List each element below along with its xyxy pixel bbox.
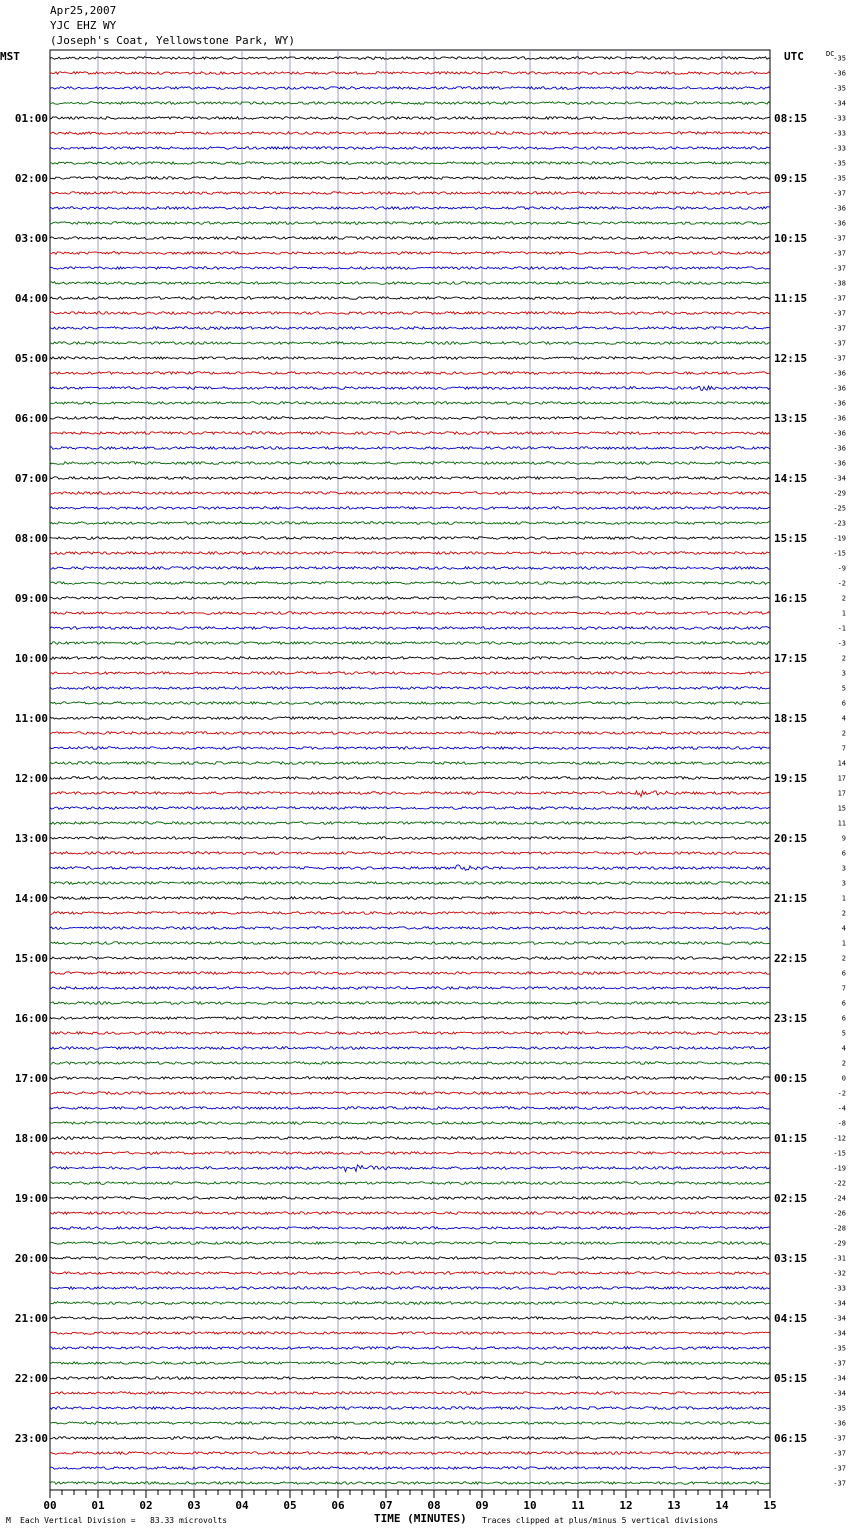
utc-hour-label: 21:15 — [774, 892, 808, 905]
dc-offset-label: -35 — [833, 54, 846, 63]
utc-hour-label: 11:15 — [774, 292, 808, 305]
utc-hour-label: 05:15 — [774, 1372, 808, 1385]
dc-offset-label: 11 — [837, 819, 846, 828]
dc-offset-label: 7 — [841, 984, 846, 993]
x-tick-label: 09 — [475, 1499, 489, 1512]
dc-offset-label: 2 — [841, 729, 846, 738]
dc-offset-label: -35 — [833, 1404, 846, 1413]
dc-offset-label: -34 — [833, 1329, 846, 1338]
seismic-trace — [50, 807, 770, 810]
dc-offset-label: -35 — [833, 1344, 846, 1353]
utc-hour-label: 18:15 — [774, 712, 808, 725]
seismic-trace — [50, 1165, 770, 1172]
mst-hour-label: 04:00 — [14, 292, 48, 305]
seismic-trace — [50, 1197, 770, 1200]
x-tick-label: 10 — [523, 1499, 537, 1512]
utc-hour-label: 16:15 — [774, 592, 808, 605]
dc-offset-label: 3 — [841, 879, 846, 888]
dc-offset-label: -36 — [833, 444, 846, 453]
dc-offset-label: -36 — [833, 69, 846, 78]
seismic-trace — [50, 957, 770, 960]
mst-hour-label: 23:00 — [14, 1432, 48, 1445]
seismic-trace — [50, 432, 770, 435]
mst-hour-label: 13:00 — [14, 832, 48, 845]
seismic-trace — [50, 852, 770, 855]
seismic-trace — [50, 1227, 770, 1230]
dc-offset-label: -37 — [833, 1359, 846, 1368]
seismic-trace — [50, 1332, 770, 1335]
dc-offset-label: -4 — [837, 1104, 846, 1113]
seismic-trace — [50, 72, 770, 75]
dc-offset-label: -35 — [833, 174, 846, 183]
dc-offset-label: -34 — [833, 99, 846, 108]
utc-hour-label: 20:15 — [774, 832, 808, 845]
seismic-trace — [50, 1122, 770, 1125]
seismic-trace — [50, 627, 770, 630]
seismic-trace — [50, 942, 770, 945]
dc-offset-label: -8 — [837, 1119, 846, 1128]
seismic-trace — [50, 57, 770, 60]
utc-hour-label: 15:15 — [774, 532, 808, 545]
utc-hour-label: 09:15 — [774, 172, 808, 185]
dc-offset-label: -37 — [833, 309, 846, 318]
utc-hour-label: 14:15 — [774, 472, 808, 485]
seismic-trace — [50, 252, 770, 255]
dc-offset-label: -33 — [833, 1284, 846, 1293]
seismic-trace — [50, 1377, 770, 1380]
utc-hour-label: 12:15 — [774, 352, 808, 365]
x-tick-label: 12 — [619, 1499, 633, 1512]
dc-offset-label: -15 — [833, 549, 846, 558]
chart-location: (Joseph's Coat, Yellowstone Park, WY) — [50, 34, 296, 47]
dc-offset-label: -38 — [833, 279, 846, 288]
mst-zone-label: MST — [0, 50, 20, 63]
seismic-trace — [50, 102, 770, 105]
dc-offset-label: 4 — [841, 924, 846, 933]
dc-offset-label: -31 — [833, 1254, 846, 1263]
dc-offset-label: 6 — [841, 699, 846, 708]
seismic-trace — [50, 717, 770, 720]
dc-offset-label: -33 — [833, 144, 846, 153]
seismic-trace — [50, 687, 770, 690]
dc-offset-label: -37 — [833, 324, 846, 333]
mst-hour-label: 06:00 — [14, 412, 48, 425]
dc-offset-label: -24 — [833, 1194, 846, 1203]
seismic-trace — [50, 327, 770, 330]
seismic-trace — [50, 1092, 770, 1095]
utc-hour-label: 23:15 — [774, 1012, 808, 1025]
dc-offset-label: -36 — [833, 369, 846, 378]
seismic-trace — [50, 402, 770, 405]
dc-offset-label: 3 — [841, 864, 846, 873]
seismic-trace — [50, 1272, 770, 1275]
dc-offset-label: -36 — [833, 204, 846, 213]
utc-hour-label: 17:15 — [774, 652, 808, 665]
clip-note: Traces clipped at plus/minus 5 vertical divisions — [482, 1516, 719, 1525]
seismic-trace — [50, 1212, 770, 1215]
seismic-trace — [50, 1437, 770, 1440]
seismic-trace — [50, 417, 770, 420]
seismic-trace — [50, 927, 770, 930]
seismic-trace — [50, 1107, 770, 1110]
dc-offset-label: -28 — [833, 1224, 846, 1233]
scale-note: Each Vertical Division = 83.33 microvolts — [20, 1516, 228, 1525]
dc-offset-label: -36 — [833, 459, 846, 468]
seismic-trace — [50, 597, 770, 600]
dc-offset-label: -37 — [833, 189, 846, 198]
seismic-trace — [50, 1302, 770, 1305]
dc-offset-label: -35 — [833, 84, 846, 93]
seismic-trace — [50, 312, 770, 315]
utc-hour-label: 13:15 — [774, 412, 808, 425]
seismic-trace — [50, 1482, 770, 1485]
dc-offset-label: 0 — [841, 1074, 846, 1083]
seismic-trace — [50, 1182, 770, 1185]
seismic-trace — [50, 117, 770, 120]
dc-offset-label: -37 — [833, 1479, 846, 1488]
dc-offset-label: -34 — [833, 1374, 846, 1383]
seismic-trace — [50, 1407, 770, 1410]
dc-offset-label: 2 — [841, 594, 846, 603]
seismic-trace — [50, 672, 770, 675]
dc-offset-label: -34 — [833, 1314, 846, 1323]
seismic-trace — [50, 462, 770, 465]
dc-offset-label: 2 — [841, 954, 846, 963]
dc-offset-label: -2 — [837, 1089, 846, 1098]
mst-hour-label: 22:00 — [14, 1372, 48, 1385]
mst-hour-label: 20:00 — [14, 1252, 48, 1265]
dc-offset-label: -23 — [833, 519, 846, 528]
x-tick-label: 04 — [235, 1499, 249, 1512]
dc-offset-label: -34 — [833, 1389, 846, 1398]
seismic-trace — [50, 1317, 770, 1320]
dc-offset-label: -33 — [833, 129, 846, 138]
dc-offset-label: -34 — [833, 474, 846, 483]
dc-offset-label: 2 — [841, 909, 846, 918]
seismic-trace — [50, 1257, 770, 1260]
dc-offset-label: 2 — [841, 654, 846, 663]
mst-hour-label: 07:00 — [14, 472, 48, 485]
dc-offset-label: 6 — [841, 849, 846, 858]
dc-offset-label: 1 — [841, 894, 846, 903]
seismic-trace — [50, 192, 770, 195]
dc-offset-label: 6 — [841, 969, 846, 978]
x-tick-label: 05 — [283, 1499, 297, 1512]
dc-offset-label: 6 — [841, 1014, 846, 1023]
dc-offset-label: -37 — [833, 249, 846, 258]
seismic-trace — [50, 477, 770, 480]
x-tick-label: 02 — [139, 1499, 153, 1512]
seismic-trace — [50, 1242, 770, 1245]
x-tick-label: 01 — [91, 1499, 105, 1512]
utc-hour-label: 08:15 — [774, 112, 808, 125]
utc-hour-label: 10:15 — [774, 232, 808, 245]
dc-offset-label: 15 — [837, 804, 846, 813]
dc-offset-label: -37 — [833, 294, 846, 303]
seismic-trace — [50, 865, 770, 871]
dc-offset-label: -12 — [833, 1134, 846, 1143]
dc-offset-label: -29 — [833, 489, 846, 498]
seismic-trace — [50, 492, 770, 495]
seismic-trace — [50, 732, 770, 735]
dc-offset-label: -1 — [837, 624, 846, 633]
x-tick-label: 03 — [187, 1499, 201, 1512]
dc-offset-label: -2 — [837, 579, 846, 588]
dc-offset-label: -22 — [833, 1179, 846, 1188]
dc-offset-label: -32 — [833, 1269, 846, 1278]
dc-offset-label: 1 — [841, 939, 846, 948]
seismic-trace — [50, 1032, 770, 1035]
seismic-trace — [50, 372, 770, 375]
utc-hour-label: 22:15 — [774, 952, 808, 965]
seismic-trace — [50, 912, 770, 915]
mst-hour-label: 14:00 — [14, 892, 48, 905]
seismic-trace — [50, 386, 770, 390]
seismic-trace — [50, 1287, 770, 1290]
utc-hour-label: 00:15 — [774, 1072, 808, 1085]
mst-hour-label: 19:00 — [14, 1192, 48, 1205]
dc-offset-label: 5 — [841, 684, 846, 693]
dc-offset-label: 4 — [841, 714, 846, 723]
footer-mark: M — [6, 1516, 11, 1525]
dc-offset-label: -19 — [833, 1164, 846, 1173]
seismic-trace — [50, 267, 770, 270]
seismic-trace — [50, 582, 770, 585]
chart-station: YJC EHZ WY — [50, 19, 117, 32]
mst-hour-label: 03:00 — [14, 232, 48, 245]
x-tick-label: 06 — [331, 1499, 345, 1512]
dc-offset-label: -33 — [833, 114, 846, 123]
seismic-trace — [50, 177, 770, 180]
seismic-trace — [50, 1047, 770, 1050]
dc-offset-label: -29 — [833, 1239, 846, 1248]
seismic-trace — [50, 132, 770, 135]
seismic-trace — [50, 1077, 770, 1080]
seismic-trace — [50, 1467, 770, 1470]
dc-offset-label: 3 — [841, 669, 846, 678]
utc-hour-label: 04:15 — [774, 1312, 808, 1325]
seismic-trace — [50, 522, 770, 525]
seismic-trace — [50, 791, 770, 797]
mst-hour-label: 08:00 — [14, 532, 48, 545]
utc-hour-label: 03:15 — [774, 1252, 808, 1265]
mst-hour-label: 10:00 — [14, 652, 48, 665]
chart-date: Apr25,2007 — [50, 4, 117, 17]
seismic-trace — [50, 342, 770, 345]
mst-hour-label: 01:00 — [14, 112, 48, 125]
dc-offset-label: 14 — [837, 759, 846, 768]
seismic-trace — [50, 1452, 770, 1455]
dc-offset-label: -3 — [837, 639, 846, 648]
dc-offset-label: -26 — [833, 1209, 846, 1218]
dc-offset-label: 2 — [841, 1059, 846, 1068]
x-tick-label: 14 — [715, 1499, 729, 1512]
seismic-trace — [50, 357, 770, 360]
seismic-trace — [50, 222, 770, 225]
mst-hour-label: 09:00 — [14, 592, 48, 605]
seismic-trace — [50, 837, 770, 840]
x-tick-label: 07 — [379, 1499, 393, 1512]
x-axis-title: TIME (MINUTES) — [374, 1512, 467, 1525]
x-tick-label: 11 — [571, 1499, 585, 1512]
mst-hour-label: 12:00 — [14, 772, 48, 785]
seismic-trace — [50, 147, 770, 150]
x-tick-label: 15 — [763, 1499, 777, 1512]
x-tick-label: 13 — [667, 1499, 681, 1512]
dc-offset-label: 7 — [841, 744, 846, 753]
dc-offset-label: -36 — [833, 429, 846, 438]
dc-offset-label: 4 — [841, 1044, 846, 1053]
seismic-trace — [50, 297, 770, 300]
dc-offset-label: -36 — [833, 399, 846, 408]
seismic-trace — [50, 1392, 770, 1395]
seismic-trace — [50, 822, 770, 825]
x-tick-label: 08 — [427, 1499, 441, 1512]
seismic-trace — [50, 1347, 770, 1350]
mst-hour-label: 16:00 — [14, 1012, 48, 1025]
mst-hour-label: 21:00 — [14, 1312, 48, 1325]
dc-offset-label: 17 — [837, 774, 846, 783]
seismic-trace — [50, 87, 770, 90]
seismic-trace — [50, 747, 770, 750]
seismic-trace — [50, 882, 770, 885]
seismic-trace — [50, 237, 770, 240]
seismic-trace — [50, 762, 770, 765]
dc-offset-label: -25 — [833, 504, 846, 513]
seismic-trace — [50, 1062, 770, 1065]
utc-zone-label: UTC — [784, 50, 804, 63]
dc-offset-label: -37 — [833, 354, 846, 363]
dc-offset-label: 1 — [841, 609, 846, 618]
dc-offset-label: 9 — [841, 834, 846, 843]
utc-hour-label: 19:15 — [774, 772, 808, 785]
dc-offset-label: -19 — [833, 534, 846, 543]
seismic-trace — [50, 1002, 770, 1005]
seismic-trace — [50, 552, 770, 555]
dc-offset-label: -36 — [833, 219, 846, 228]
seismic-trace — [50, 1017, 770, 1020]
seismic-trace — [50, 1152, 770, 1155]
seismic-trace — [50, 567, 770, 570]
dc-offset-label: -35 — [833, 159, 846, 168]
dc-offset-label: -15 — [833, 1149, 846, 1158]
dc-offset-label: 6 — [841, 999, 846, 1008]
mst-hour-label: 15:00 — [14, 952, 48, 965]
dc-offset-label: -37 — [833, 1464, 846, 1473]
dc-offset-label: -37 — [833, 1434, 846, 1443]
mst-hour-label: 18:00 — [14, 1132, 48, 1145]
utc-hour-label: 01:15 — [774, 1132, 808, 1145]
dc-offset-label: -9 — [837, 564, 846, 573]
seismic-trace — [50, 702, 770, 705]
seismic-trace — [50, 1362, 770, 1365]
mst-hour-label: 11:00 — [14, 712, 48, 725]
seismic-trace — [50, 972, 770, 975]
dc-offset-label: -36 — [833, 1419, 846, 1428]
seismic-trace — [50, 447, 770, 450]
dc-offset-label: -36 — [833, 384, 846, 393]
dc-offset-label: -34 — [833, 1299, 846, 1308]
mst-hour-label: 17:00 — [14, 1072, 48, 1085]
seismic-trace — [50, 1137, 770, 1140]
seismic-trace — [50, 642, 770, 645]
mst-hour-label: 02:00 — [14, 172, 48, 185]
dc-offset-label: 5 — [841, 1029, 846, 1038]
seismic-trace — [50, 507, 770, 510]
seismic-trace — [50, 897, 770, 900]
dc-offset-label: -37 — [833, 264, 846, 273]
dc-offset-label: -36 — [833, 414, 846, 423]
seismic-trace — [50, 987, 770, 990]
mst-hour-label: 05:00 — [14, 352, 48, 365]
seismic-trace — [50, 207, 770, 210]
dc-offset-label: -37 — [833, 339, 846, 348]
seismic-trace — [50, 1422, 770, 1425]
seismic-trace — [50, 657, 770, 660]
dc-offset-label: -37 — [833, 234, 846, 243]
dc-offset-label: 17 — [837, 789, 846, 798]
plot-frame — [50, 50, 770, 1490]
seismic-trace — [50, 162, 770, 165]
dc-offset-label: -37 — [833, 1449, 846, 1458]
seismic-trace — [50, 777, 770, 780]
x-tick-label: 00 — [43, 1499, 57, 1512]
dc-label: DC — [826, 50, 835, 58]
seismic-trace — [50, 282, 770, 285]
seismic-trace — [50, 612, 770, 615]
utc-hour-label: 06:15 — [774, 1432, 808, 1445]
utc-hour-label: 02:15 — [774, 1192, 808, 1205]
seismic-trace — [50, 537, 770, 540]
